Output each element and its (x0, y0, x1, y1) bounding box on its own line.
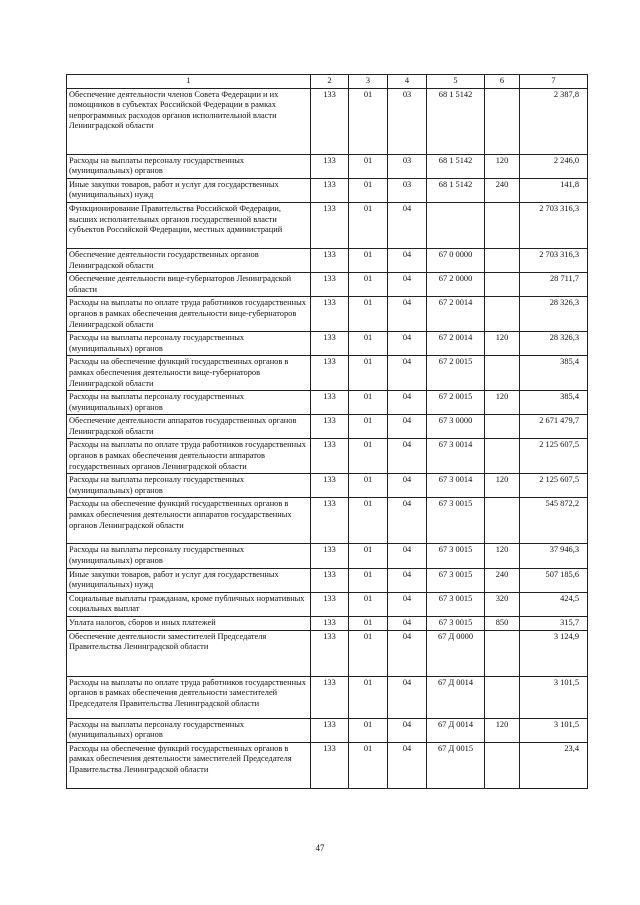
expense-type-cell: 120 (485, 332, 520, 356)
column-header: 7 (520, 75, 588, 89)
column-header: 4 (388, 75, 427, 89)
amount-cell: 3 101,5 (520, 676, 588, 718)
expense-type-cell (485, 439, 520, 474)
target-article-cell: 67 2 0015 (427, 356, 485, 391)
table-row (67, 592, 588, 616)
section-cell: 01 (349, 544, 388, 568)
code-cell: 133 (311, 154, 349, 178)
amount-cell: 507 185,6 (520, 568, 588, 592)
section-cell: 01 (349, 391, 388, 415)
table-row (67, 568, 588, 592)
subsection-cell: 04 (388, 391, 427, 415)
expense-type-cell (485, 297, 520, 332)
expense-type-cell (485, 356, 520, 391)
row-name-cell: Обеспечение деятельности аппаратов государственных органов Ленинградской области (67, 415, 311, 439)
subsection-cell: 03 (388, 178, 427, 202)
amount-cell: 141,8 (520, 178, 588, 202)
subsection-cell: 04 (388, 498, 427, 544)
target-article-cell: 67 3 0015 (427, 568, 485, 592)
table-row (67, 332, 588, 356)
subsection-cell: 04 (388, 474, 427, 498)
table-row (67, 474, 588, 498)
section-cell: 01 (349, 592, 388, 616)
column-header: 5 (427, 75, 485, 89)
amount-cell: 2 125 607,5 (520, 439, 588, 474)
amount-cell: 28 711,7 (520, 273, 588, 297)
amount-cell: 3 124,9 (520, 630, 588, 676)
target-article-cell: 68 1 5142 (427, 178, 485, 202)
section-cell: 01 (349, 202, 388, 248)
code-cell: 133 (311, 415, 349, 439)
target-article-cell: 67 0 0000 (427, 248, 485, 272)
code-cell: 133 (311, 617, 349, 631)
row-name-cell: Обеспечение деятельности государственных органов Ленинградской области (67, 248, 311, 272)
section-cell: 01 (349, 630, 388, 676)
column-header: 3 (349, 75, 388, 89)
column-header: 1 (67, 75, 311, 89)
subsection-cell: 04 (388, 617, 427, 631)
code-cell: 133 (311, 248, 349, 272)
target-article-cell: 67 Д 0015 (427, 742, 485, 788)
target-article-cell: 67 Д 0000 (427, 630, 485, 676)
expense-type-cell: 240 (485, 178, 520, 202)
amount-cell: 3 101,5 (520, 718, 588, 742)
section-cell: 01 (349, 676, 388, 718)
amount-cell: 2 246,0 (520, 154, 588, 178)
section-cell: 01 (349, 356, 388, 391)
row-name-cell: Расходы на выплаты персоналу государственных (муниципальных) органов (67, 718, 311, 742)
amount-cell: 2 703 316,3 (520, 202, 588, 248)
expense-type-cell (485, 742, 520, 788)
amount-cell: 2 671 479,7 (520, 415, 588, 439)
column-header: 2 (311, 75, 349, 89)
expense-type-cell: 120 (485, 154, 520, 178)
table-row (67, 498, 588, 544)
code-cell: 133 (311, 297, 349, 332)
table-row (67, 356, 588, 391)
subsection-cell: 04 (388, 544, 427, 568)
section-cell: 01 (349, 742, 388, 788)
row-name-cell: Обеспечение деятельности вице-губернаторов Ленинградской области (67, 273, 311, 297)
row-name-cell: Расходы на обеспечение функций государственных органов в рамках обеспечения деятельности аппаратов государственных органов Ленинградской области (67, 498, 311, 544)
target-article-cell: 68 1 5142 (427, 154, 485, 178)
code-cell: 133 (311, 718, 349, 742)
table-row (67, 202, 588, 248)
amount-cell: 385,4 (520, 391, 588, 415)
target-article-cell: 67 3 0014 (427, 439, 485, 474)
section-cell: 01 (349, 154, 388, 178)
expense-type-cell: 120 (485, 391, 520, 415)
table-row (67, 273, 588, 297)
expense-type-cell: 120 (485, 474, 520, 498)
code-cell: 133 (311, 178, 349, 202)
target-article-cell: 67 3 0015 (427, 592, 485, 616)
target-article-cell: 67 2 0014 (427, 332, 485, 356)
subsection-cell: 04 (388, 718, 427, 742)
code-cell: 133 (311, 544, 349, 568)
table-body (67, 88, 588, 788)
table-row (67, 297, 588, 332)
table-row (67, 248, 588, 272)
subsection-cell: 04 (388, 592, 427, 616)
table-row (67, 415, 588, 439)
code-cell: 133 (311, 498, 349, 544)
code-cell: 133 (311, 742, 349, 788)
section-cell: 01 (349, 718, 388, 742)
amount-cell: 2 387,8 (520, 88, 588, 154)
amount-cell: 23,4 (520, 742, 588, 788)
target-article-cell: 67 2 0014 (427, 297, 485, 332)
row-name-cell: Функционирование Правительства Российской Федерации, высших исполнительных органов государственной власти субъектов Российской Федерации, местных администраций (67, 202, 311, 248)
table-row (67, 544, 588, 568)
amount-cell: 545 872,2 (520, 498, 588, 544)
subsection-cell: 04 (388, 676, 427, 718)
row-name-cell: Обеспечение деятельности заместителей Председателя Правительства Ленинградской области (67, 630, 311, 676)
expense-type-cell (485, 273, 520, 297)
expense-type-cell (485, 88, 520, 154)
expense-type-cell (485, 630, 520, 676)
target-article-cell: 68 1 5142 (427, 88, 485, 154)
row-name-cell: Социальные выплаты гражданам, кроме публичных нормативных социальных выплат (67, 592, 311, 616)
table-row (67, 154, 588, 178)
expense-type-cell (485, 676, 520, 718)
code-cell: 133 (311, 630, 349, 676)
subsection-cell: 04 (388, 332, 427, 356)
expense-type-cell: 120 (485, 544, 520, 568)
section-cell: 01 (349, 474, 388, 498)
section-cell: 01 (349, 568, 388, 592)
subsection-cell: 03 (388, 88, 427, 154)
amount-cell: 315,7 (520, 617, 588, 631)
row-name-cell: Обеспечение деятельности членов Совета Федерации и их помощников в субъектах Российской Федерации в рамках непрограммных расходов органов исполнительной власти Ленинградской области (67, 88, 311, 154)
target-article-cell: 67 2 0000 (427, 273, 485, 297)
row-name-cell: Расходы на выплаты персоналу государственных (муниципальных) органов (67, 544, 311, 568)
section-cell: 01 (349, 415, 388, 439)
row-name-cell: Расходы на обеспечение функций государственных органов в рамках обеспечения деятельности заместителей Председателя Правительства Ленинградской области (67, 742, 311, 788)
subsection-cell: 04 (388, 742, 427, 788)
section-cell: 01 (349, 273, 388, 297)
header-row (67, 75, 588, 89)
target-article-cell: 67 2 0015 (427, 391, 485, 415)
expense-type-cell (485, 415, 520, 439)
table-row (67, 718, 588, 742)
expense-type-cell: 850 (485, 617, 520, 631)
target-article-cell: 67 3 0000 (427, 415, 485, 439)
row-name-cell: Иные закупки товаров, работ и услуг для государственных (муниципальных) нужд (67, 568, 311, 592)
table-row (67, 742, 588, 788)
code-cell: 133 (311, 273, 349, 297)
subsection-cell: 04 (388, 248, 427, 272)
page-number: 47 (315, 843, 325, 853)
subsection-cell: 04 (388, 439, 427, 474)
subsection-cell: 04 (388, 356, 427, 391)
target-article-cell: 67 Д 0014 (427, 676, 485, 718)
code-cell: 133 (311, 439, 349, 474)
table-row (67, 88, 588, 154)
expense-type-cell (485, 498, 520, 544)
amount-cell: 2 125 607,5 (520, 474, 588, 498)
table-row (67, 439, 588, 474)
section-cell: 01 (349, 248, 388, 272)
table-row (67, 676, 588, 718)
section-cell: 01 (349, 332, 388, 356)
section-cell: 01 (349, 178, 388, 202)
row-name-cell: Расходы на выплаты по оплате труда работников государственных органов в рамках обеспечения деятельности аппаратов государственных органов Ленинградской области (67, 439, 311, 474)
expense-type-cell: 120 (485, 718, 520, 742)
expense-type-cell: 240 (485, 568, 520, 592)
row-name-cell: Уплата налогов, сборов и иных платежей (67, 617, 311, 631)
subsection-cell: 04 (388, 630, 427, 676)
subsection-cell: 04 (388, 202, 427, 248)
code-cell: 133 (311, 592, 349, 616)
expense-type-cell: 320 (485, 592, 520, 616)
subsection-cell: 03 (388, 154, 427, 178)
expense-type-cell (485, 248, 520, 272)
target-article-cell (427, 202, 485, 248)
row-name-cell: Расходы на выплаты персоналу государственных (муниципальных) органов (67, 474, 311, 498)
section-cell: 01 (349, 617, 388, 631)
code-cell: 133 (311, 391, 349, 415)
subsection-cell: 04 (388, 297, 427, 332)
code-cell: 133 (311, 356, 349, 391)
subsection-cell: 04 (388, 568, 427, 592)
row-name-cell: Расходы на выплаты персоналу государственных (муниципальных) органов (67, 154, 311, 178)
subsection-cell: 04 (388, 415, 427, 439)
code-cell: 133 (311, 568, 349, 592)
document-page (66, 74, 587, 789)
row-name-cell: Расходы на выплаты по оплате труда работников государственных органов в рамках обеспечения деятельности заместителей Председателя Правительства Ленинградской области (67, 676, 311, 718)
amount-cell: 28 326,3 (520, 297, 588, 332)
code-cell: 133 (311, 88, 349, 154)
table-row (67, 630, 588, 676)
table-row (67, 391, 588, 415)
target-article-cell: 67 3 0015 (427, 498, 485, 544)
section-cell: 01 (349, 88, 388, 154)
target-article-cell: 67 3 0015 (427, 617, 485, 631)
table-row (67, 617, 588, 631)
table-row (67, 178, 588, 202)
amount-cell: 28 326,3 (520, 332, 588, 356)
amount-cell: 385,4 (520, 356, 588, 391)
row-name-cell: Расходы на обеспечение функций государственных органов в рамках обеспечения деятельности вице-губернаторов Ленинградской области (67, 356, 311, 391)
amount-cell: 37 946,3 (520, 544, 588, 568)
budget-table (66, 74, 588, 789)
column-header: 6 (485, 75, 520, 89)
row-name-cell: Иные закупки товаров, работ и услуг для государственных (муниципальных) нужд (67, 178, 311, 202)
row-name-cell: Расходы на выплаты по оплате труда работников государственных органов в рамках обеспечения деятельности вице-губернаторов Ленинградской области (67, 297, 311, 332)
row-name-cell: Расходы на выплаты персоналу государственных (муниципальных) органов (67, 391, 311, 415)
code-cell: 133 (311, 202, 349, 248)
code-cell: 133 (311, 332, 349, 356)
section-cell: 01 (349, 439, 388, 474)
amount-cell: 424,5 (520, 592, 588, 616)
target-article-cell: 67 3 0014 (427, 474, 485, 498)
subsection-cell: 04 (388, 273, 427, 297)
section-cell: 01 (349, 498, 388, 544)
target-article-cell: 67 Д 0014 (427, 718, 485, 742)
target-article-cell: 67 3 0015 (427, 544, 485, 568)
code-cell: 133 (311, 474, 349, 498)
row-name-cell: Расходы на выплаты персоналу государственных (муниципальных) органов (67, 332, 311, 356)
amount-cell: 2 703 316,3 (520, 248, 588, 272)
expense-type-cell (485, 202, 520, 248)
code-cell: 133 (311, 676, 349, 718)
section-cell: 01 (349, 297, 388, 332)
